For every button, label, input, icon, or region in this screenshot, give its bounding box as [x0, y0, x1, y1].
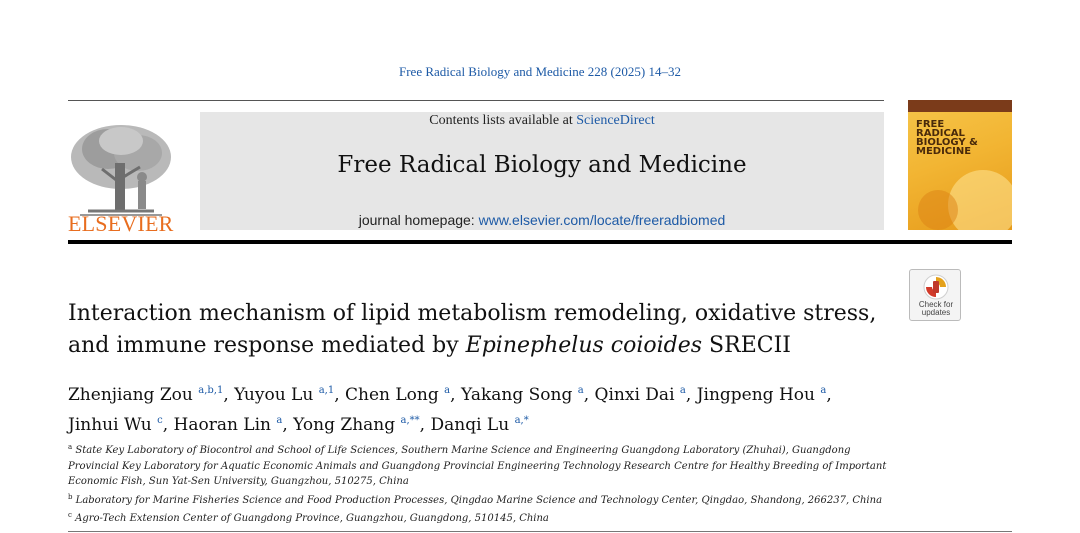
author-name[interactable]: Yong Zhang: [293, 415, 396, 435]
contents-prefix: Contents lists available at: [429, 113, 577, 128]
cover-graphic: [948, 170, 1012, 230]
author-name[interactable]: Jinhui Wu: [68, 415, 152, 435]
author-name[interactable]: Danqi Lu: [430, 415, 510, 435]
affiliation-text: State Key Laboratory of Biocontrol and School of Life Sciences, Southern Marine Science and Engineering Guangdong Laboratory (Zhuhai), Guangdong Provincial Key Laboratory for Aquatic Economic Animals and Guangdong Provincial Engineering Technology Research Centre for Healthy Breeding of Important Economic Fish, Sun Yat-Sen University, Guangzhou, 510275, China: [68, 445, 887, 487]
author-name[interactable]: Qinxi Dai: [594, 385, 675, 405]
affiliation-text: Laboratory for Marine Fisheries Science and Food Production Processes, Qingdao Marine Science and Technology Center, Qingdao, Shandong, 266237, China: [75, 494, 883, 506]
author-affiliation-marker[interactable]: a: [679, 385, 686, 396]
article-title-line2: and immune response mediated by: [68, 333, 466, 358]
sciencedirect-link[interactable]: ScienceDirect: [576, 113, 655, 128]
article-title-species: Epinephelus coioides: [465, 333, 703, 358]
affiliation-key: c: [68, 511, 72, 519]
affiliation-key: b: [68, 492, 73, 501]
journal-citation[interactable]: Free Radical Biology and Medicine 228 (2025) 14–32: [399, 64, 681, 79]
affiliation-item: [68, 440, 888, 490]
cover-title: FREE RADICAL BIOLOGY & MEDICINE: [916, 119, 978, 157]
author-affiliation-marker[interactable]: a,*: [514, 415, 529, 426]
homepage-line: [200, 212, 884, 228]
author-affiliation-marker[interactable]: a: [820, 385, 827, 396]
check-for-updates-button[interactable]: [909, 269, 961, 321]
affiliation-item: [68, 490, 888, 509]
check-updates-icon: [923, 274, 949, 300]
author-name[interactable]: Chen Long: [345, 385, 439, 405]
author-affiliation-marker[interactable]: a: [276, 415, 283, 426]
check-updates-label: Check for updates: [918, 300, 954, 317]
homepage-prefix: journal homepage:: [358, 212, 479, 228]
author-affiliation-marker[interactable]: a,**: [400, 415, 420, 426]
header-rule: [68, 100, 884, 101]
cover-top-band: [908, 100, 1012, 112]
journal-title: Free Radical Biology and Medicine: [337, 152, 747, 178]
author-name[interactable]: Yuyou Lu: [234, 385, 314, 405]
footer-rule: [68, 531, 1012, 532]
affiliation-key: a: [68, 443, 73, 451]
author-list: Zhenjiang Zou $^{a,b,1}$, Yuyou Lu $^{a,1}$, Chen Long $^a$, Yakang Song $^a$, Qinxi Dai $^a$, Jingpeng Hou $^a$, Jinhui Wu $^c$, Haoran Lin $^a$, Yong Zhang $^{a,**}$, Danqi Lu $^{a,*}$: [68, 385, 832, 435]
author-affiliation-marker[interactable]: c: [157, 415, 163, 426]
author-name[interactable]: Haoran Lin: [173, 415, 271, 435]
affiliation-text: Agro-Tech Extension Center of Guangdong Province, Guangzhou, Guangdong, 510145, China: [75, 513, 549, 524]
author-name[interactable]: Jingpeng Hou: [696, 385, 815, 405]
affiliation-list: [68, 440, 888, 527]
journal-cover-image[interactable]: [908, 100, 1012, 230]
affiliation-item: [68, 508, 888, 527]
author-affiliation-marker[interactable]: a: [577, 385, 584, 396]
cover-graphic: [918, 190, 958, 230]
article-title-end: SRECII: [702, 333, 791, 358]
author-name[interactable]: Zhenjiang Zou: [68, 385, 193, 405]
author-affiliation-marker[interactable]: a,1: [318, 385, 335, 396]
author-affiliation-marker[interactable]: a,b,1: [198, 385, 224, 396]
header-thick-rule: [68, 240, 1012, 244]
article-title: [68, 298, 898, 362]
author-name[interactable]: Yakang Song: [460, 385, 573, 405]
elsevier-wordmark: ELSEVIER: [68, 211, 174, 236]
article-title-line1: Interaction mechanism of lipid metabolism remodeling, oxidative stress,: [68, 301, 877, 326]
journal-homepage-link[interactable]: www.elsevier.com/locate/freeradbiomed: [478, 212, 726, 228]
author-affiliation-marker[interactable]: a: [444, 385, 451, 396]
contents-line: [200, 113, 884, 129]
